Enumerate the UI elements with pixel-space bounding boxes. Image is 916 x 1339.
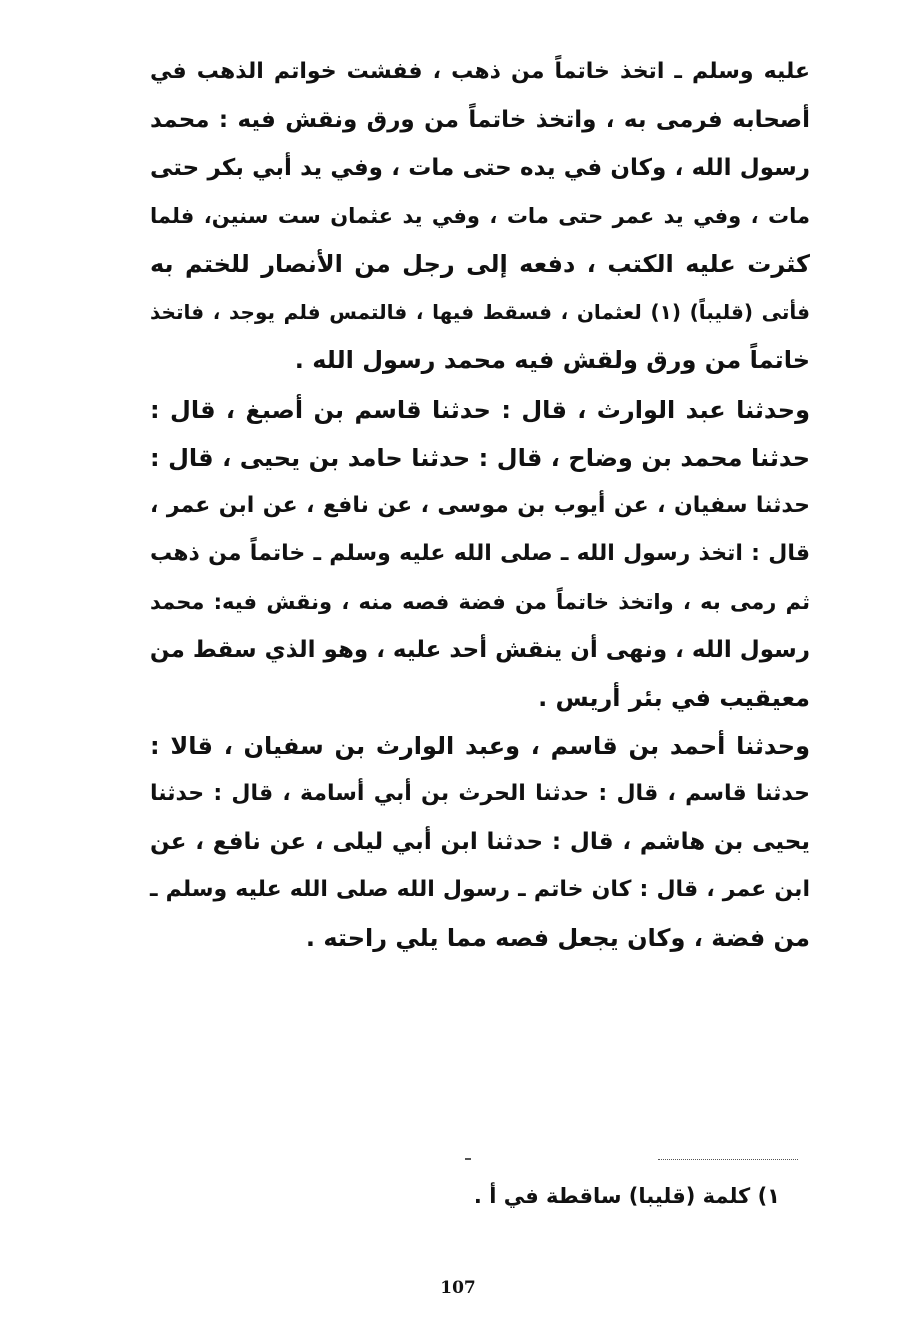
paragraph-3 [150, 722, 810, 962]
text-line: خاتماً من ورق ولقش فيه محمد رسول الله . [294, 346, 810, 374]
paragraph-2 [150, 386, 810, 722]
text-line: وحدثنا أحمد بن قاسم ، وعبد الوارث بن سفيان ، قالا : [150, 732, 810, 760]
text-line: رسول الله ، ونهى أن ينقش أحد عليه ، وهو الذي سقط من [149, 637, 810, 663]
text-line: معيقيب في بئر أريس . [538, 684, 810, 712]
text-line: حدثنا سفيان ، عن أيوب بن موسى ، عن نافع ، عن ابن عمر ، [150, 493, 810, 518]
text-line: فأتى (قليباً) (١) لعثمان ، فسقط فيها ، فالتمس فلم يوجد ، فاتخذ [150, 300, 810, 324]
text-line: رسول الله ، وكان في يده حتى مات ، وفي يد أبي بكر حتى [150, 155, 810, 181]
text-line: قال : اتخذ رسول الله ـ صلى الله عليه وسلم ـ خاتماً من ذهب [150, 541, 810, 566]
text-line: يحيى بن هاشم ، قال : حدثنا ابن أبي ليلى ، عن نافع ، عن [150, 829, 810, 855]
text-line: كثرت عليه الكتب ، دفعه إلى رجل من الأنصار للختم به [150, 250, 810, 278]
divider-mark [465, 1158, 471, 1160]
text-line: حدثنا محمد بن وضاح ، قال : حدثنا حامد بن يحيى ، قال : [150, 444, 810, 472]
text-line: وحدثنا عبد الوارث ، قال : حدثنا قاسم بن أصبغ ، قال : [150, 396, 810, 424]
page-number: 107 [440, 1278, 476, 1298]
text-line: أصحابه فرمى به ، واتخذ خاتماً من ورق ونقش فيه : محمد [150, 107, 810, 133]
text-line: حدثنا قاسم ، قال : حدثنا الحرث بن أبي أسامة ، قال : حدثنا [150, 781, 810, 806]
footnote-divider [658, 1159, 798, 1160]
text-line: ابن عمر ، قال : كان خاتم ـ رسول الله صلى الله عليه وسلم ـ [150, 877, 810, 902]
footnote: ١) كلمة (قليبا) ساقطة في أ . [473, 1184, 780, 1208]
text-line: ثم رمى به ، واتخذ خاتماً من فضة فصه منه ، ونقش فيه: محمد [150, 590, 810, 614]
text-line: عليه وسلم ـ اتخذ خاتماً من ذهب ، ففشت خواتم الذهب في [150, 59, 810, 84]
paragraph-1 [150, 48, 810, 384]
text-line: من فضة ، وكان يجعل فصه مما يلي راحته . [305, 924, 810, 952]
text-line: مات ، وفي يد عمر حتى مات ، وفي يد عثمان ست سنين، فلما [150, 204, 810, 228]
